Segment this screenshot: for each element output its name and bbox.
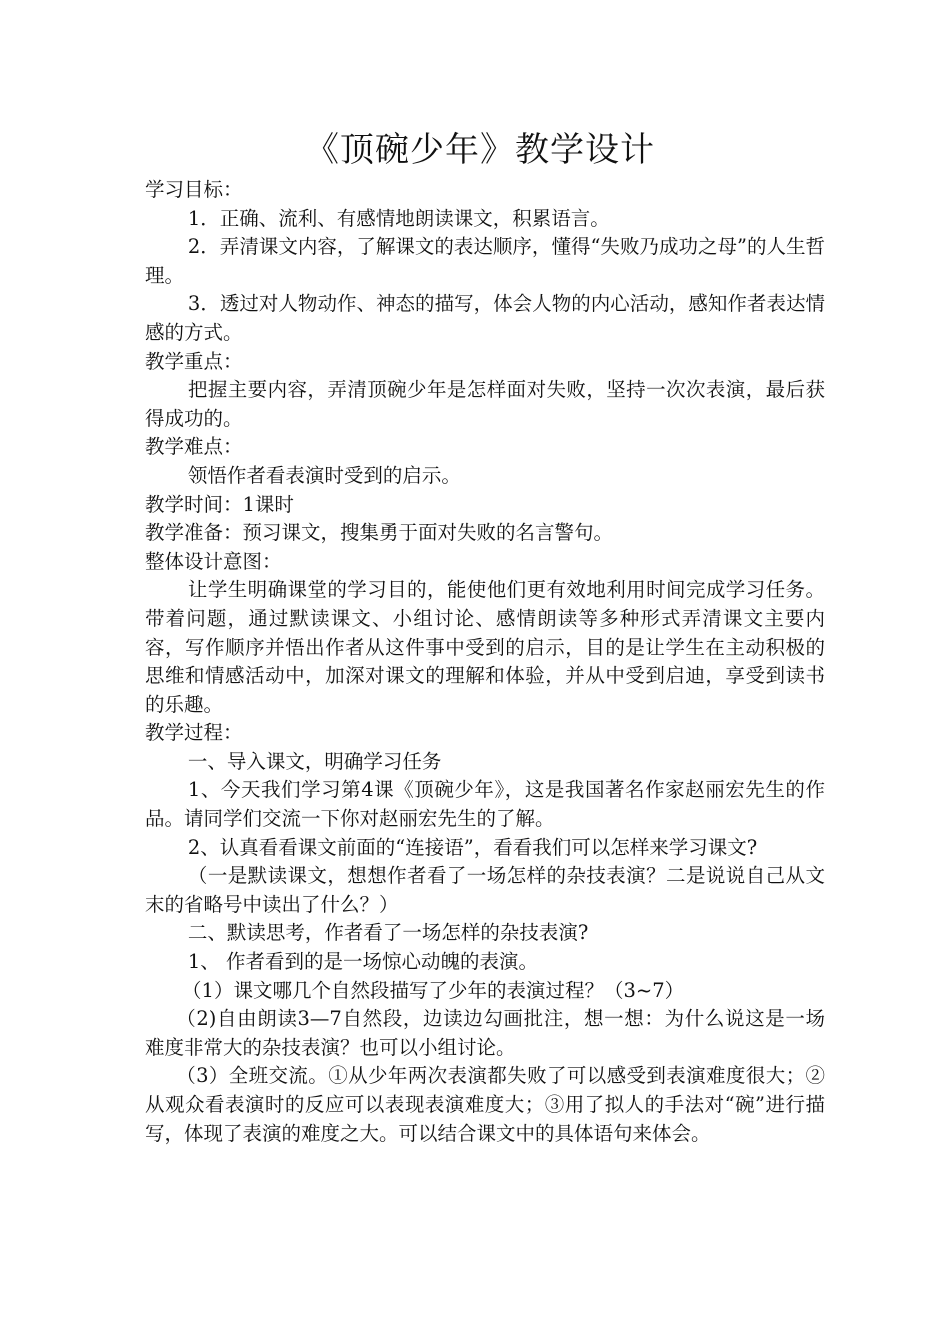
document-body: [145, 176, 825, 1148]
body-paragraph: （3）全班交流。①从少年两次表演都失败了可以感受到表演难度很大；②从观众看表演时的反应可以表现表演难度大；③用了拟人的手法对“碗”进行描写，体现了表演的难度之大。可以结合课文中的具体语句来体会。: [145, 1064, 825, 1145]
body-paragraph: 把握主要内容，弄清顶碗少年是怎样面对失败，坚持一次次表演，最后获得成功的。: [145, 378, 825, 430]
section-heading: 教学时间：1课时: [145, 492, 294, 516]
body-paragraph: 1．正确、流利、有感情地朗读课文，积累语言。: [187, 206, 610, 230]
body-paragraph: 一、导入课文，明确学习任务: [187, 749, 442, 773]
body-paragraph: （一是默读课文，想想作者看了一场怎样的杂技表演？二是说说自己从文末的省略号中读出了什么？）: [145, 864, 825, 916]
body-paragraph: 1、 作者看到的是一场惊心动魄的表演。: [187, 950, 538, 974]
body-paragraph: 3．透过对人物动作、神态的描写，体会人物的内心活动，感知作者表达情感的方式。: [145, 292, 825, 344]
body-paragraph: 2．弄清课文内容，了解课文的表达顺序，懂得“失败乃成功之母”的人生哲理。: [145, 235, 825, 287]
body-paragraph: 2、认真看看课文前面的“连接语”，看看我们可以怎样来学习课文?: [187, 835, 758, 859]
body-paragraph: 领悟作者看表演时受到的启示。: [187, 463, 461, 487]
section-heading: 教学重点：: [145, 349, 243, 373]
section-heading: 教学难点：: [145, 435, 243, 459]
section-heading: 学习目标：: [145, 178, 243, 201]
section-heading: 教学准备：预习课文，搜集勇于面对失败的名言警句。: [145, 521, 614, 545]
section-heading: 整体设计意图：: [145, 549, 282, 573]
document-title: 《顶碗少年》教学设计: [305, 130, 655, 170]
body-paragraph: （2)自由朗读3—7自然段，边读边勾画批注，想一想：为什么说这是一场难度非常大的杂技表演？也可以小组讨论。: [145, 1007, 825, 1059]
body-paragraph: 让学生明确课堂的学习目的，能使他们更有效地利用时间完成学习任务。带着问题，通过默读课文、小组讨论、感情朗读等多种形式弄清课文主要内容，写作顺序并悟出作者从这件事中受到的启示，目的是让学生在主动积极的思维和情感活动中，加深对课文的理解和体验，并从中受到启迪，享受到读书的乐趣。: [145, 578, 825, 716]
body-paragraph: 二、默读思考，作者看了一场怎样的杂技表演?: [187, 921, 589, 945]
body-paragraph: 1、今天我们学习第4课《顶碗少年》，这是我国著名作家赵丽宏先生的作品。请同学们交流一下你对赵丽宏先生的了解。: [145, 778, 825, 831]
section-heading: 教学过程：: [145, 721, 243, 745]
body-paragraph: （1）课文哪几个自然段描写了少年的表演过程？（3~7）: [182, 978, 685, 1002]
